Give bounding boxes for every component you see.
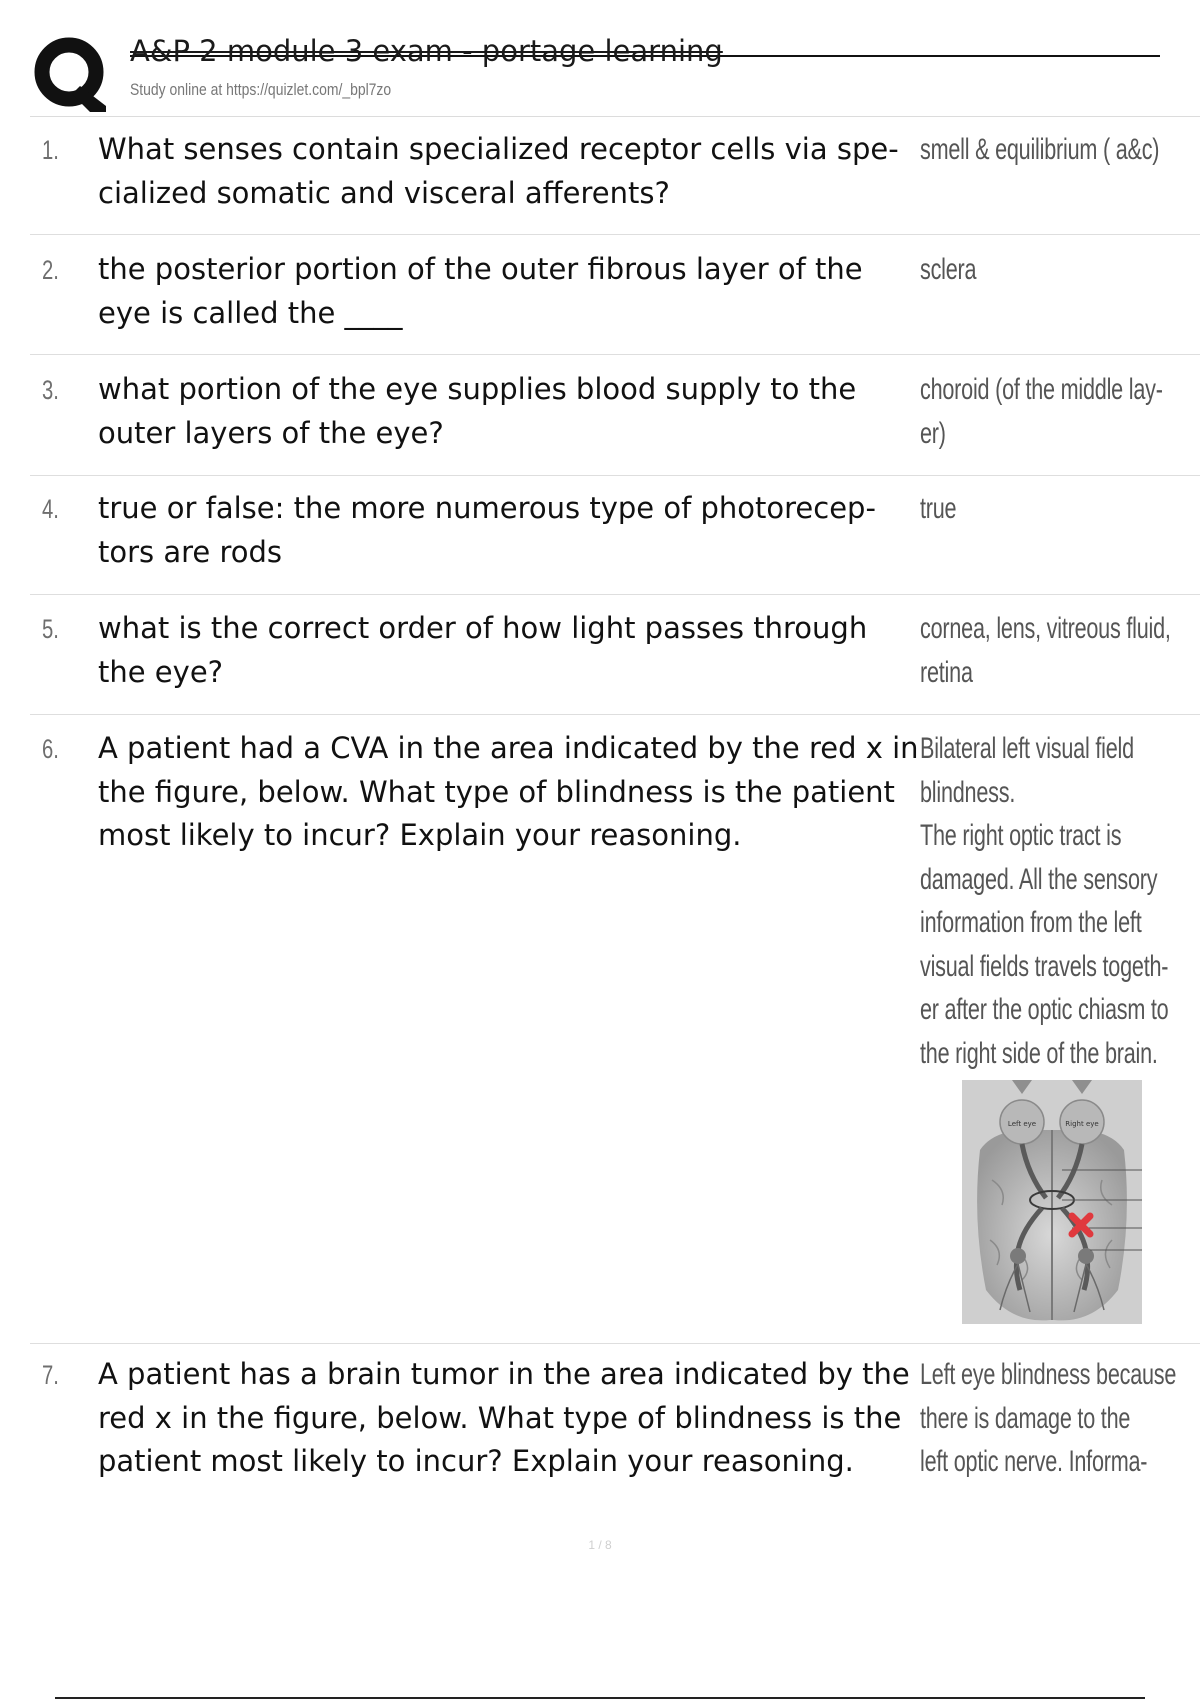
card-question: A patient has a brain tumor in the area indicated by the red x in the figure, below. What type of blindness is the patient most likely to incur? Explain your reasoning. — [98, 1357, 910, 1478]
flashcard-row — [30, 128, 1200, 235]
card-number: 3. — [42, 375, 59, 405]
flashcard-row — [30, 607, 1200, 715]
right-eye-label: Right eye — [1065, 1120, 1099, 1128]
card-question: true or false: the more numerous type of photorecep- tors are rods — [98, 491, 876, 569]
card-question: the posterior portion of the outer fibrous layer of the eye is called the ____ — [98, 252, 863, 330]
card-number: 1. — [42, 135, 59, 165]
left-lgn — [1010, 1248, 1026, 1264]
card-number: 5. — [42, 614, 59, 644]
flashcard-row — [30, 487, 1200, 595]
card-answer: cornea, lens, vitreous fluid, retina — [920, 612, 1171, 689]
card-answer: sclera — [920, 253, 977, 286]
flashcard-row — [30, 1353, 1200, 1503]
page-indicator: 1 / 8 — [588, 1538, 612, 1552]
card-number: 6. — [42, 734, 59, 764]
document-header — [30, 30, 1130, 114]
bottom-divider — [55, 1697, 1145, 1699]
quizlet-logo-icon — [32, 34, 110, 112]
card-question: what portion of the eye supplies blood supply to the outer layers of the eye? — [98, 372, 857, 450]
flashcard-row — [30, 368, 1200, 476]
page-title: A&P 2 module 3 exam - portage learning — [130, 34, 723, 68]
card-question: A patient had a CVA in the area indicated by the red x in the figure, below. What type of blindness is the patient most likely to incur? Explain your reasoning. — [98, 731, 919, 852]
card-question: What senses contain specialized receptor cells via spe- cialized somatic and visceral afferents? — [98, 132, 899, 210]
card-question: what is the correct order of how light passes through the eye? — [98, 611, 868, 689]
study-online-link[interactable]: Study online at https://quizlet.com/_bpl7zo — [130, 80, 392, 99]
card-answer: true — [920, 492, 957, 525]
card-answer: smell & equilibrium ( a&c) — [920, 133, 1160, 166]
card-answer: Left eye blindness because there is damage to the left optic nerve. Informa- — [920, 1358, 1177, 1478]
header-divider — [30, 116, 1200, 117]
card-answer: choroid (of the middle lay- er) — [920, 373, 1163, 450]
brain-visual-pathway-figure — [962, 1080, 1142, 1324]
card-number: 2. — [42, 255, 59, 285]
card-answer: Bilateral left visual field blindness. The right optic tract is damaged. All the sensory information from the left visual fields travels togeth- er after the optic chiasm to the right side of the brain. — [920, 732, 1169, 1070]
card-number: 4. — [42, 494, 59, 524]
flashcard-row — [30, 248, 1200, 355]
left-eye-label: Left eye — [1007, 1120, 1037, 1128]
card-number: 7. — [42, 1360, 59, 1390]
